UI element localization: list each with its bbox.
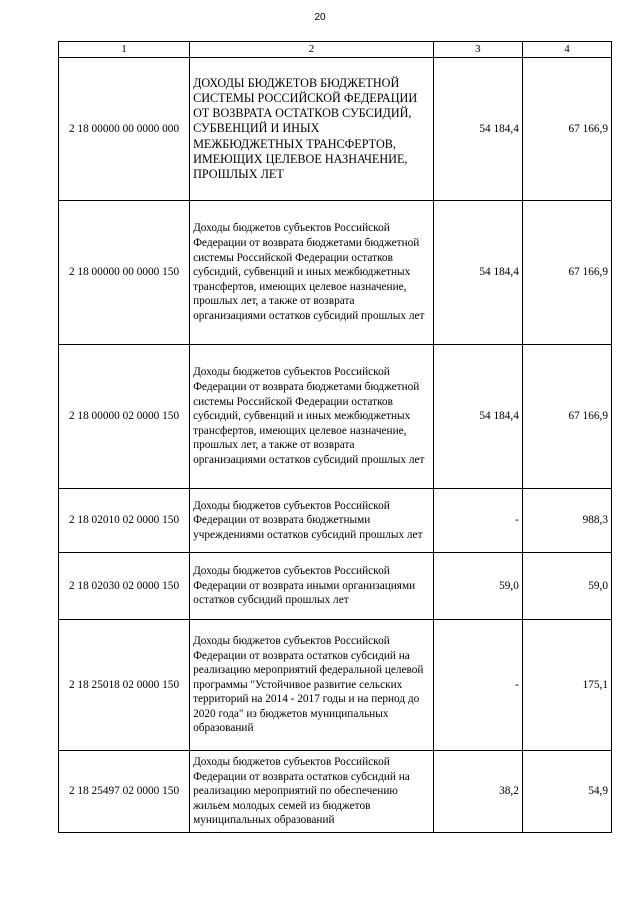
table-header-row: [59, 42, 612, 58]
revenue-name-cell: Доходы бюджетов субъектов Российской Федерации от возврата иными организациями остатков субсидий прошлых лет: [190, 553, 434, 620]
revenue-name-cell: Доходы бюджетов субъектов Российской Федерации от возврата остатков субсидий на реализацию мероприятий по обеспечению жильем молодых семей из бюджетов муниципальных образований: [190, 751, 434, 833]
column-header-value-3: 3: [433, 42, 522, 58]
value-column-3-cell: -: [433, 489, 522, 553]
revenue-name-cell: Доходы бюджетов субъектов Российской Федерации от возврата бюджетами бюджетной системы Российской Федерации остатков субсидий, субвенций и иных межбюджетных трансфертов, имеющих целевое назначение, прошлых лет, а также от возврата организациями остатков субсидий прошлых лет: [190, 345, 434, 489]
table-row: [59, 553, 612, 620]
value-column-3-cell: 38,2: [433, 751, 522, 833]
budget-revenue-table: [58, 41, 612, 833]
table-row: [59, 58, 612, 201]
budget-code-cell: 2 18 02010 02 0000 150: [59, 489, 190, 553]
value-column-4-cell: 175,1: [522, 620, 611, 751]
value-column-4-cell: 988,3: [522, 489, 611, 553]
value-column-4-cell: 67 166,9: [522, 345, 611, 489]
budget-code-cell: 2 18 02030 02 0000 150: [59, 553, 190, 620]
budget-code-cell: 2 18 00000 00 0000 150: [59, 201, 190, 345]
budget-code-cell: 2 18 00000 02 0000 150: [59, 345, 190, 489]
budget-code-cell: 2 18 00000 00 0000 000: [59, 58, 190, 201]
revenue-name-cell: Доходы бюджетов субъектов Российской Федерации от возврата остатков субсидий на реализацию мероприятий федеральной целевой программы "Устойчивое развитие сельских территорий на 2014 - 2017 годы и на период до 2020 года" из бюджетов муниципальных образований: [190, 620, 434, 751]
revenue-name-cell: ДОХОДЫ БЮДЖЕТОВ БЮДЖЕТНОЙ СИСТЕМЫ РОССИЙСКОЙ ФЕДЕРАЦИИ ОТ ВОЗВРАТА ОСТАТКОВ СУБСИДИЙ, СУБВЕНЦИЙ И ИНЫХ МЕЖБЮДЖЕТНЫХ ТРАНСФЕРТОВ, ИМЕЮЩИХ ЦЕЛЕВОЕ НАЗНАЧЕНИЕ, ПРОШЛЫХ ЛЕТ: [190, 58, 434, 201]
value-column-3-cell: -: [433, 620, 522, 751]
table-row: [59, 751, 612, 833]
value-column-3-cell: 54 184,4: [433, 345, 522, 489]
value-column-4-cell: 67 166,9: [522, 201, 611, 345]
table-row: [59, 620, 612, 751]
page-number: 20: [314, 12, 326, 23]
value-column-4-cell: 54,9: [522, 751, 611, 833]
column-header-name: 2: [190, 42, 434, 58]
budget-code-cell: 2 18 25018 02 0000 150: [59, 620, 190, 751]
table-row: [59, 345, 612, 489]
column-header-code: 1: [59, 42, 190, 58]
revenue-name-cell: Доходы бюджетов субъектов Российской Федерации от возврата бюджетами бюджетной системы Российской Федерации остатков субсидий, субвенций и иных межбюджетных трансфертов, имеющих целевое назначение, прошлых лет, а также от возврата организациями остатков субсидий прошлых лет: [190, 201, 434, 345]
budget-code-cell: 2 18 25497 02 0000 150: [59, 751, 190, 833]
value-column-3-cell: 54 184,4: [433, 201, 522, 345]
value-column-4-cell: 67 166,9: [522, 58, 611, 201]
value-column-3-cell: 54 184,4: [433, 58, 522, 201]
table-row: [59, 489, 612, 553]
table-row: [59, 201, 612, 345]
value-column-3-cell: 59,0: [433, 553, 522, 620]
column-header-value-4: 4: [522, 42, 611, 58]
value-column-4-cell: 59,0: [522, 553, 611, 620]
revenue-name-cell: Доходы бюджетов субъектов Российской Федерации от возврата бюджетными учреждениями остатков субсидий прошлых лет: [190, 489, 434, 553]
